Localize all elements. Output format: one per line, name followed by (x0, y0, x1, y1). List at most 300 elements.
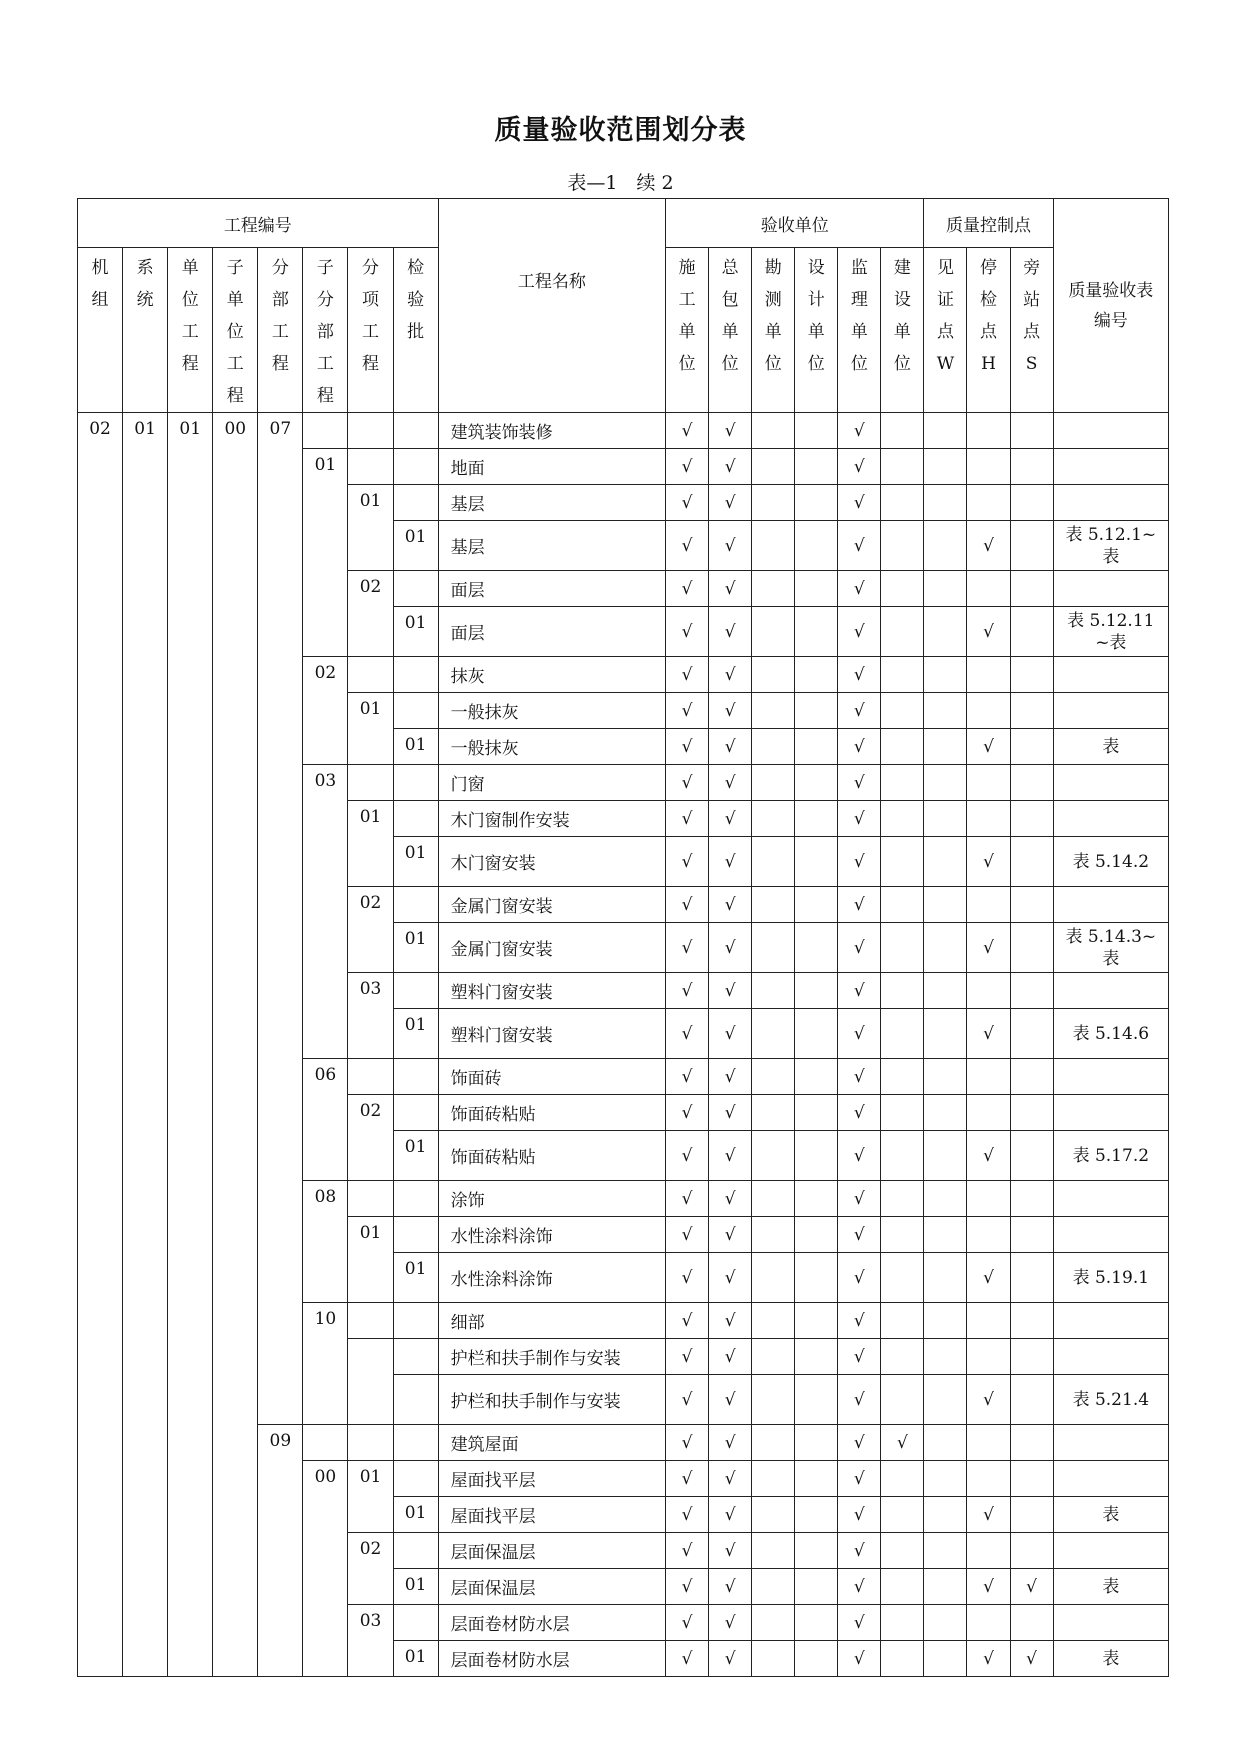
unit-check-0: √ (666, 1217, 709, 1253)
unit-check-0: √ (666, 449, 709, 485)
point-check-0 (924, 449, 967, 485)
unit-check-2 (752, 657, 795, 693)
unit-check-0: √ (666, 1641, 709, 1677)
point-check-2 (1010, 1533, 1053, 1569)
unit-check-1: √ (709, 729, 752, 765)
point-check-2 (1010, 1181, 1053, 1217)
point-check-1: √ (967, 837, 1010, 887)
form-no-cell: 表 5.14.6 (1053, 1009, 1168, 1059)
unit-check-5 (881, 1181, 924, 1217)
unit-check-4: √ (838, 657, 881, 693)
unit-check-1: √ (709, 801, 752, 837)
unit-check-3 (795, 729, 838, 765)
point-check-1 (967, 485, 1010, 521)
unit-check-3 (795, 1461, 838, 1497)
point-check-0 (924, 1605, 967, 1641)
point-check-2 (1010, 449, 1053, 485)
unit-check-4: √ (838, 973, 881, 1009)
unit-check-4: √ (838, 1425, 881, 1461)
code-cell-col-6: 02 (348, 1533, 393, 1605)
unit-check-3 (795, 1641, 838, 1677)
form-no-cell: 表 5.14.3~表 (1053, 923, 1168, 973)
code-cell-col-7 (393, 1425, 438, 1461)
unit-check-0: √ (666, 1425, 709, 1461)
unit-check-5 (881, 1339, 924, 1375)
unit-check-1: √ (709, 1217, 752, 1253)
unit-check-1: √ (709, 1253, 752, 1303)
point-check-0 (924, 485, 967, 521)
unit-check-5 (881, 887, 924, 923)
point-check-2 (1010, 1461, 1053, 1497)
header-code-col-7: 检验批 (393, 248, 438, 413)
unit-check-3 (795, 1375, 838, 1425)
point-check-1 (967, 1461, 1010, 1497)
point-check-1 (967, 657, 1010, 693)
form-no-cell (1053, 1533, 1168, 1569)
point-check-0 (924, 1569, 967, 1605)
header-unit-col-1: 总包单位 (709, 248, 752, 413)
point-check-1 (967, 413, 1010, 449)
point-check-1 (967, 571, 1010, 607)
unit-check-2 (752, 1009, 795, 1059)
unit-check-3 (795, 485, 838, 521)
unit-check-5 (881, 801, 924, 837)
unit-check-2 (752, 1059, 795, 1095)
unit-check-3 (795, 1339, 838, 1375)
header-code-col-2: 单位工程 (168, 248, 213, 413)
project-name-cell: 一般抹灰 (438, 729, 665, 765)
page-title: 质量验收范围划分表 (494, 115, 747, 146)
form-no-cell (1053, 413, 1168, 449)
point-check-0 (924, 887, 967, 923)
point-check-2 (1010, 765, 1053, 801)
code-cell-col-6: 01 (348, 1461, 393, 1533)
unit-check-0: √ (666, 657, 709, 693)
header-unit-col-3: 设计单位 (795, 248, 838, 413)
unit-check-0: √ (666, 1533, 709, 1569)
point-check-2 (1010, 1095, 1053, 1131)
unit-check-4: √ (838, 485, 881, 521)
project-name-cell: 塑料门窗安装 (438, 973, 665, 1009)
point-check-2 (1010, 1425, 1053, 1461)
project-name-cell: 饰面砖粘贴 (438, 1095, 665, 1131)
unit-check-2 (752, 1533, 795, 1569)
form-no-cell (1053, 801, 1168, 837)
unit-check-1: √ (709, 1569, 752, 1605)
unit-check-3 (795, 657, 838, 693)
project-name-cell: 层面保温层 (438, 1533, 665, 1569)
unit-check-2 (752, 693, 795, 729)
unit-check-4: √ (838, 1461, 881, 1497)
code-cell-col-7: 01 (393, 1253, 438, 1303)
form-no-cell (1053, 1059, 1168, 1095)
unit-check-0: √ (666, 693, 709, 729)
unit-check-2 (752, 485, 795, 521)
header-code-col-0: 机组 (78, 248, 123, 413)
header-code-col-5: 子分部工程 (303, 248, 348, 413)
unit-check-1: √ (709, 1181, 752, 1217)
unit-check-1: √ (709, 1425, 752, 1461)
point-check-0 (924, 1339, 967, 1375)
point-check-0 (924, 1009, 967, 1059)
code-cell-col-7 (393, 571, 438, 607)
unit-check-2 (752, 729, 795, 765)
code-cell-col-7 (393, 801, 438, 837)
point-check-1 (967, 1181, 1010, 1217)
code-cell-col-7: 01 (393, 521, 438, 571)
unit-check-0: √ (666, 1497, 709, 1533)
unit-check-5 (881, 1461, 924, 1497)
point-check-1: √ (967, 1375, 1010, 1425)
code-cell-col-6 (348, 1303, 393, 1339)
code-cell-col-7 (393, 1181, 438, 1217)
unit-check-5 (881, 1497, 924, 1533)
code-cell-col-7: 01 (393, 729, 438, 765)
project-name-cell: 木门窗安装 (438, 837, 665, 887)
project-name-cell: 建筑装饰装修 (438, 413, 665, 449)
unit-check-5 (881, 1569, 924, 1605)
point-check-2 (1010, 973, 1053, 1009)
unit-check-1: √ (709, 1605, 752, 1641)
code-cell-col-6: 02 (348, 887, 393, 973)
point-check-2 (1010, 607, 1053, 657)
unit-check-0: √ (666, 887, 709, 923)
header-unit-col-2: 勘测单位 (752, 248, 795, 413)
code-cell-col-7 (393, 693, 438, 729)
unit-check-3 (795, 973, 838, 1009)
code-cell-col-6: 01 (348, 485, 393, 571)
unit-check-1: √ (709, 1339, 752, 1375)
code-cell-col-7: 01 (393, 607, 438, 657)
point-check-1: √ (967, 1497, 1010, 1533)
point-check-2 (1010, 887, 1053, 923)
form-no-cell (1053, 449, 1168, 485)
point-check-1: √ (967, 1131, 1010, 1181)
point-check-1: √ (967, 1641, 1010, 1677)
unit-check-3 (795, 1009, 838, 1059)
unit-check-0: √ (666, 1569, 709, 1605)
point-check-1 (967, 1339, 1010, 1375)
point-check-2 (1010, 1217, 1053, 1253)
code-cell-col-7: 01 (393, 1497, 438, 1533)
header-code-col-3: 子单位工程 (213, 248, 258, 413)
unit-check-0: √ (666, 923, 709, 973)
unit-check-4: √ (838, 1217, 881, 1253)
point-check-2 (1010, 1253, 1053, 1303)
code-cell-col-7 (393, 1217, 438, 1253)
point-check-0 (924, 837, 967, 887)
code-cell-col-5: 06 (303, 1059, 348, 1181)
unit-check-0: √ (666, 1375, 709, 1425)
project-name-cell: 地面 (438, 449, 665, 485)
unit-check-5 (881, 607, 924, 657)
unit-check-4: √ (838, 887, 881, 923)
unit-check-0: √ (666, 765, 709, 801)
point-check-2 (1010, 1497, 1053, 1533)
unit-check-3 (795, 1131, 838, 1181)
header-project-name: 工程名称 (438, 199, 665, 413)
unit-check-0: √ (666, 1131, 709, 1181)
code-cell-col-7 (393, 1339, 438, 1375)
form-no-cell: 表 (1053, 729, 1168, 765)
unit-check-4: √ (838, 693, 881, 729)
unit-check-1: √ (709, 1095, 752, 1131)
header-point-col-1: 停检点H (967, 248, 1010, 413)
unit-check-3 (795, 765, 838, 801)
unit-check-5 (881, 521, 924, 571)
project-name-cell: 饰面砖 (438, 1059, 665, 1095)
form-no-cell (1053, 1217, 1168, 1253)
unit-check-2 (752, 1131, 795, 1181)
unit-check-3 (795, 1569, 838, 1605)
point-check-1 (967, 1217, 1010, 1253)
form-no-cell (1053, 887, 1168, 923)
unit-check-4: √ (838, 801, 881, 837)
project-name-cell: 水性涂料涂饰 (438, 1217, 665, 1253)
unit-check-1: √ (709, 521, 752, 571)
code-cell-col-7: 01 (393, 1009, 438, 1059)
form-no-cell (1053, 1181, 1168, 1217)
unit-check-3 (795, 607, 838, 657)
unit-check-5 (881, 413, 924, 449)
header-acceptance-units: 验收单位 (666, 199, 924, 248)
code-cell-col-3: 00 (213, 413, 258, 1677)
unit-check-2 (752, 801, 795, 837)
unit-check-3 (795, 923, 838, 973)
project-name-cell: 基层 (438, 521, 665, 571)
form-no-cell (1053, 1425, 1168, 1461)
form-no-cell: 表 5.12.11~表 (1053, 607, 1168, 657)
point-check-2 (1010, 923, 1053, 973)
unit-check-1: √ (709, 657, 752, 693)
unit-check-5 (881, 1217, 924, 1253)
point-check-1 (967, 1605, 1010, 1641)
point-check-1 (967, 1533, 1010, 1569)
point-check-2 (1010, 571, 1053, 607)
code-cell-col-4: 07 (258, 413, 303, 1425)
code-cell-col-1: 01 (123, 413, 168, 1677)
form-no-cell (1053, 657, 1168, 693)
unit-check-2 (752, 607, 795, 657)
project-name-cell: 建筑屋面 (438, 1425, 665, 1461)
unit-check-0: √ (666, 837, 709, 887)
unit-check-1: √ (709, 923, 752, 973)
point-check-2 (1010, 1375, 1053, 1425)
project-name-cell: 门窗 (438, 765, 665, 801)
unit-check-1: √ (709, 607, 752, 657)
form-no-cell (1053, 1605, 1168, 1641)
project-name-cell: 屋面找平层 (438, 1461, 665, 1497)
form-no-cell (1053, 1461, 1168, 1497)
point-check-1: √ (967, 1569, 1010, 1605)
unit-check-1: √ (709, 449, 752, 485)
code-cell-col-5: 03 (303, 765, 348, 1059)
unit-check-5 (881, 1009, 924, 1059)
header-code-col-4: 分部工程 (258, 248, 303, 413)
unit-check-4: √ (838, 1009, 881, 1059)
unit-check-5 (881, 657, 924, 693)
unit-check-2 (752, 837, 795, 887)
point-check-0 (924, 521, 967, 571)
header-quality-points: 质量控制点 (924, 199, 1053, 248)
point-check-0 (924, 1533, 967, 1569)
code-cell-col-5 (303, 413, 348, 449)
unit-check-3 (795, 1059, 838, 1095)
point-check-0 (924, 571, 967, 607)
form-no-cell (1053, 1303, 1168, 1339)
header-point-col-2: 旁站点S (1010, 248, 1053, 413)
point-check-2 (1010, 1009, 1053, 1059)
unit-check-0: √ (666, 413, 709, 449)
point-check-1 (967, 765, 1010, 801)
point-check-0 (924, 729, 967, 765)
point-check-2 (1010, 1059, 1053, 1095)
unit-check-1: √ (709, 1375, 752, 1425)
unit-check-4: √ (838, 923, 881, 973)
unit-check-5 (881, 1375, 924, 1425)
point-check-0 (924, 1425, 967, 1461)
point-check-2 (1010, 729, 1053, 765)
unit-check-3 (795, 1497, 838, 1533)
form-no-cell: 表 (1053, 1497, 1168, 1533)
point-check-0 (924, 693, 967, 729)
form-no-cell (1053, 1095, 1168, 1131)
project-name-cell: 面层 (438, 607, 665, 657)
project-name-cell: 塑料门窗安装 (438, 1009, 665, 1059)
unit-check-0: √ (666, 1095, 709, 1131)
unit-check-3 (795, 1217, 838, 1253)
code-cell-col-7 (393, 1605, 438, 1641)
form-no-cell (1053, 485, 1168, 521)
unit-check-5 (881, 1131, 924, 1181)
code-cell-col-7: 01 (393, 1131, 438, 1181)
project-name-cell: 屋面找平层 (438, 1497, 665, 1533)
point-check-2 (1010, 521, 1053, 571)
code-cell-col-7 (393, 765, 438, 801)
code-cell-col-5 (303, 1425, 348, 1461)
point-check-2 (1010, 1339, 1053, 1375)
unit-check-5 (881, 1095, 924, 1131)
unit-check-2 (752, 1181, 795, 1217)
project-name-cell: 层面保温层 (438, 1569, 665, 1605)
point-check-0 (924, 923, 967, 973)
code-cell-col-5: 00 (303, 1461, 348, 1677)
point-check-0 (924, 1181, 967, 1217)
unit-check-4: √ (838, 413, 881, 449)
unit-check-1: √ (709, 765, 752, 801)
unit-check-2 (752, 1497, 795, 1533)
point-check-0 (924, 1217, 967, 1253)
project-name-cell: 饰面砖粘贴 (438, 1131, 665, 1181)
code-cell-col-6 (348, 765, 393, 801)
point-check-0 (924, 973, 967, 1009)
unit-check-4: √ (838, 837, 881, 887)
point-check-0 (924, 413, 967, 449)
unit-check-1: √ (709, 571, 752, 607)
code-cell-col-7 (393, 485, 438, 521)
unit-check-4: √ (838, 1605, 881, 1641)
header-unit-col-4: 监理单位 (838, 248, 881, 413)
unit-check-1: √ (709, 1009, 752, 1059)
code-cell-col-5: 02 (303, 657, 348, 765)
unit-check-2 (752, 1605, 795, 1641)
unit-check-3 (795, 449, 838, 485)
point-check-1 (967, 1059, 1010, 1095)
unit-check-1: √ (709, 1461, 752, 1497)
code-cell-col-5: 08 (303, 1181, 348, 1303)
unit-check-3 (795, 1095, 838, 1131)
unit-check-2 (752, 1303, 795, 1339)
point-check-1 (967, 1303, 1010, 1339)
unit-check-1: √ (709, 973, 752, 1009)
unit-check-5 (881, 973, 924, 1009)
project-name-cell: 细部 (438, 1303, 665, 1339)
point-check-2 (1010, 657, 1053, 693)
project-name-cell: 金属门窗安装 (438, 923, 665, 973)
unit-check-2 (752, 765, 795, 801)
unit-check-4: √ (838, 1095, 881, 1131)
unit-check-0: √ (666, 1181, 709, 1217)
point-check-1 (967, 693, 1010, 729)
unit-check-5 (881, 1641, 924, 1677)
code-cell-col-7 (393, 1461, 438, 1497)
form-no-cell (1053, 1339, 1168, 1375)
unit-check-0: √ (666, 571, 709, 607)
form-no-cell: 表 5.14.2 (1053, 837, 1168, 887)
unit-check-5 (881, 1253, 924, 1303)
unit-check-5 (881, 1059, 924, 1095)
code-cell-col-7 (393, 1059, 438, 1095)
point-check-1 (967, 973, 1010, 1009)
point-check-2: √ (1010, 1641, 1053, 1677)
header-code-col-1: 系统 (123, 248, 168, 413)
code-cell-col-7 (393, 1533, 438, 1569)
project-name-cell: 木门窗制作安装 (438, 801, 665, 837)
unit-check-5 (881, 1533, 924, 1569)
unit-check-2 (752, 887, 795, 923)
code-cell-col-7: 01 (393, 837, 438, 887)
unit-check-0: √ (666, 1059, 709, 1095)
point-check-1: √ (967, 1253, 1010, 1303)
unit-check-5 (881, 729, 924, 765)
header-code-col-6: 分项工程 (348, 248, 393, 413)
unit-check-1: √ (709, 1641, 752, 1677)
form-no-cell: 表 5.12.1~表 (1053, 521, 1168, 571)
unit-check-3 (795, 1605, 838, 1641)
form-no-cell: 表 (1053, 1569, 1168, 1605)
unit-check-4: √ (838, 449, 881, 485)
unit-check-2 (752, 521, 795, 571)
form-no-cell: 表 5.19.1 (1053, 1253, 1168, 1303)
unit-check-5 (881, 693, 924, 729)
project-name-cell: 基层 (438, 485, 665, 521)
unit-check-1: √ (709, 1533, 752, 1569)
unit-check-0: √ (666, 973, 709, 1009)
unit-check-1: √ (709, 1497, 752, 1533)
project-name-cell: 水性涂料涂饰 (438, 1253, 665, 1303)
unit-check-1: √ (709, 413, 752, 449)
unit-check-3 (795, 801, 838, 837)
unit-check-2 (752, 413, 795, 449)
unit-check-2 (752, 1569, 795, 1605)
code-cell-col-6 (348, 657, 393, 693)
code-cell-col-7 (393, 413, 438, 449)
code-cell-col-7 (393, 887, 438, 923)
project-name-cell: 面层 (438, 571, 665, 607)
point-check-0 (924, 1461, 967, 1497)
point-check-1 (967, 1095, 1010, 1131)
unit-check-4: √ (838, 1131, 881, 1181)
